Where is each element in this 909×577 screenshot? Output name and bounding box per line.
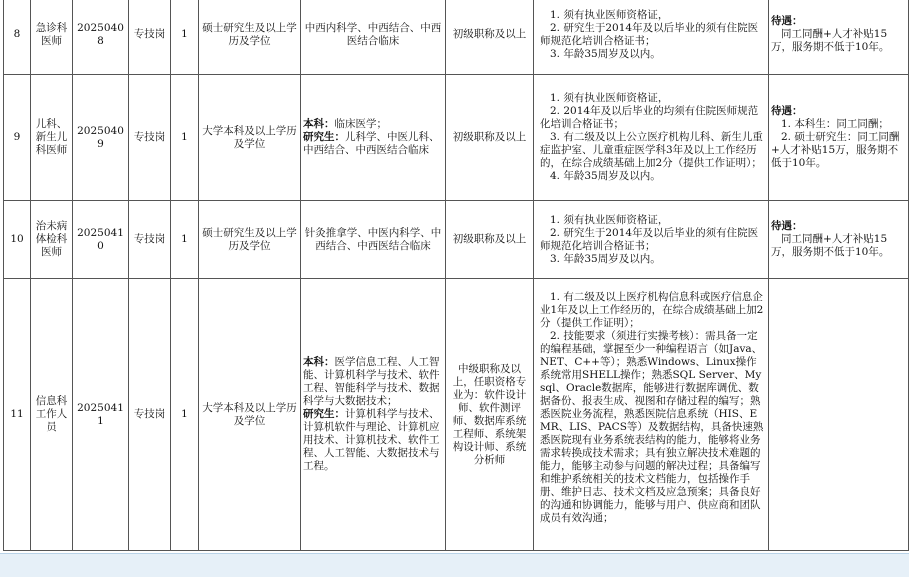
requirement-line: 3. 年龄35周岁及以内。	[550, 47, 661, 60]
education-requirement: 大学本科及以上学历及学位	[199, 75, 301, 201]
major-requirement	[301, 201, 446, 279]
requirement-line: 1. 有二级及以上医疗机构信息科或医疗信息企业1年及以上工作经历的，在综合成绩基础上加2分（提供工作证明）；	[540, 291, 764, 329]
major-text: 中西内科学、中西结合、中西医结合临床	[304, 21, 442, 47]
major-text: 计算机科学与技术、计算机软件与理论、计算机应用技术、计算机技术、软件工程、人工智能、大数据技术与工程。	[303, 408, 440, 472]
major-line	[303, 22, 443, 48]
treatment-line: 同工同酬+人才补贴15万，服务期不低于10年。	[771, 233, 890, 258]
treatment	[769, 0, 909, 75]
position-name: 治未病体检科医师	[31, 201, 73, 279]
title-requirement: 初级职称及以上	[446, 75, 534, 201]
education-requirement: 硕士研究生及以上学历及学位	[199, 0, 301, 75]
position-category: 专技岗	[129, 75, 171, 201]
major-text: 儿科学、中医儿科、中西结合、中西医结合临床	[303, 131, 440, 156]
major-requirement	[301, 75, 446, 201]
position-name: 信息科工作人员	[31, 279, 73, 551]
position-code: 20250408	[73, 0, 129, 75]
other-requirements	[534, 0, 769, 75]
treatment	[769, 279, 909, 551]
position-name: 急诊科医师	[31, 0, 73, 75]
major-line	[303, 227, 443, 253]
requirement-line: 2. 研究生于2014年及以后毕业的须有住院医师规范化培训合格证书；	[540, 21, 759, 47]
treatment-label: 待遇：	[771, 105, 803, 117]
title-requirement: 初级职称及以上	[446, 0, 534, 75]
treatment	[769, 75, 909, 201]
treatment-label: 待遇：	[771, 15, 803, 27]
position-category: 专技岗	[129, 279, 171, 551]
requirement-line: 1. 须有执业医师资格证，	[550, 92, 669, 104]
requirement-line: 1. 须有执业医师资格证，	[550, 213, 669, 226]
table-row	[4, 279, 909, 551]
hiring-count: 1	[171, 279, 199, 551]
requirement-line: 1. 须有执业医师资格证，	[550, 8, 669, 21]
hiring-count: 1	[171, 201, 199, 279]
requirement-line: 2. 2014年及以后毕业的均须有住院医师规范化培训合格证书；	[540, 105, 759, 130]
row-number: 11	[4, 279, 31, 551]
major-label: 研究生：	[303, 131, 345, 143]
treatment-line: 2. 硕士研究生：同工同酬+人才补贴15万，服务期不低于10年。	[771, 131, 900, 169]
major-text: 医学信息工程、人工智能、计算机科学与技术、软件工程、智能科学与技术、数据科学与大数据技术；	[303, 356, 440, 407]
requirement-line: 3. 年龄35周岁及以内。	[550, 252, 661, 265]
requirement-line: 3. 有二级及以上公立医疗机构儿科、新生儿重症监护室、儿童重症医学科3年及以上工作经历的，在综合成绩基础上加2分（提供工作证明）；	[540, 131, 763, 169]
table-row	[4, 0, 909, 75]
major-label: 研究生：	[303, 408, 345, 420]
hiring-count: 1	[171, 75, 199, 201]
position-category: 专技岗	[129, 201, 171, 279]
position-code: 20250409	[73, 75, 129, 201]
requirement-line: 4. 年龄35周岁及以内。	[550, 170, 661, 182]
major-line	[303, 408, 443, 473]
other-requirements	[534, 75, 769, 201]
recruitment-table	[3, 0, 909, 551]
treatment-line: 同工同酬+人才补贴15万，服务期不低于10年。	[771, 28, 890, 53]
education-requirement: 大学本科及以上学历及学位	[199, 279, 301, 551]
major-line	[303, 356, 443, 408]
treatment-line: 1. 本科生：同工同酬；	[781, 118, 889, 130]
row-number: 8	[4, 0, 31, 75]
major-text: 针灸推拿学、中医内科学、中西结合、中西医结合临床	[304, 226, 442, 252]
education-requirement: 硕士研究生及以上学历及学位	[199, 201, 301, 279]
major-line	[303, 131, 443, 157]
major-label: 本科：	[303, 118, 335, 130]
requirement-line: 2. 技能要求（须进行实操考核）：需具备一定的编程基础，掌握至少一种编程语言（如Java、NET、C++等）；熟悉Windows、Linux操作系统常用SHELL操作；熟悉SQL Server、Mysql、Oracle数据库，能够进行数据库调优、数据备份、报表生成、视图和存储过程的编写；熟悉医院业务流程，熟悉医院信息系统（HIS、EMR、LIS、PACS等）及数据结构，具备快速熟悉医院现有业务系统表结构的能力，能够将业务需求转换成技术需求；具有独立解决技术难题的能力，能够主动参与问题的解决过程；具备编写和维护系统相关的技术文档能力，包括操作手册、维护日志、技术文档及应急预案；具备良好的沟通和协调能力，能够与用户、供应商和团队成员有效沟通；	[540, 330, 764, 524]
position-name: 儿科、新生儿科医师	[31, 75, 73, 201]
major-label: 本科：	[303, 356, 335, 368]
requirement-line: 2. 研究生于2014年及以后毕业的须有住院医师规范化培训合格证书；	[540, 226, 759, 252]
position-code: 20250411	[73, 279, 129, 551]
other-requirements	[534, 201, 769, 279]
major-text: 临床医学；	[334, 118, 387, 130]
other-requirements	[534, 279, 769, 551]
treatment-label: 待遇：	[771, 220, 803, 232]
row-number: 9	[4, 75, 31, 201]
viewer-bottom-bar	[0, 553, 909, 577]
table-row	[4, 75, 909, 201]
treatment	[769, 201, 909, 279]
position-category: 专技岗	[129, 0, 171, 75]
major-requirement	[301, 0, 446, 75]
title-requirement: 初级职称及以上	[446, 201, 534, 279]
position-code: 20250410	[73, 201, 129, 279]
table-row	[4, 201, 909, 279]
hiring-count: 1	[171, 0, 199, 75]
major-requirement	[301, 279, 446, 551]
major-line	[303, 118, 443, 131]
row-number: 10	[4, 201, 31, 279]
title-requirement: 中级职称及以上，任职资格专业为：软件设计师、软件测评师、数据库系统工程师、系统架构设计师、系统分析师	[446, 279, 534, 551]
